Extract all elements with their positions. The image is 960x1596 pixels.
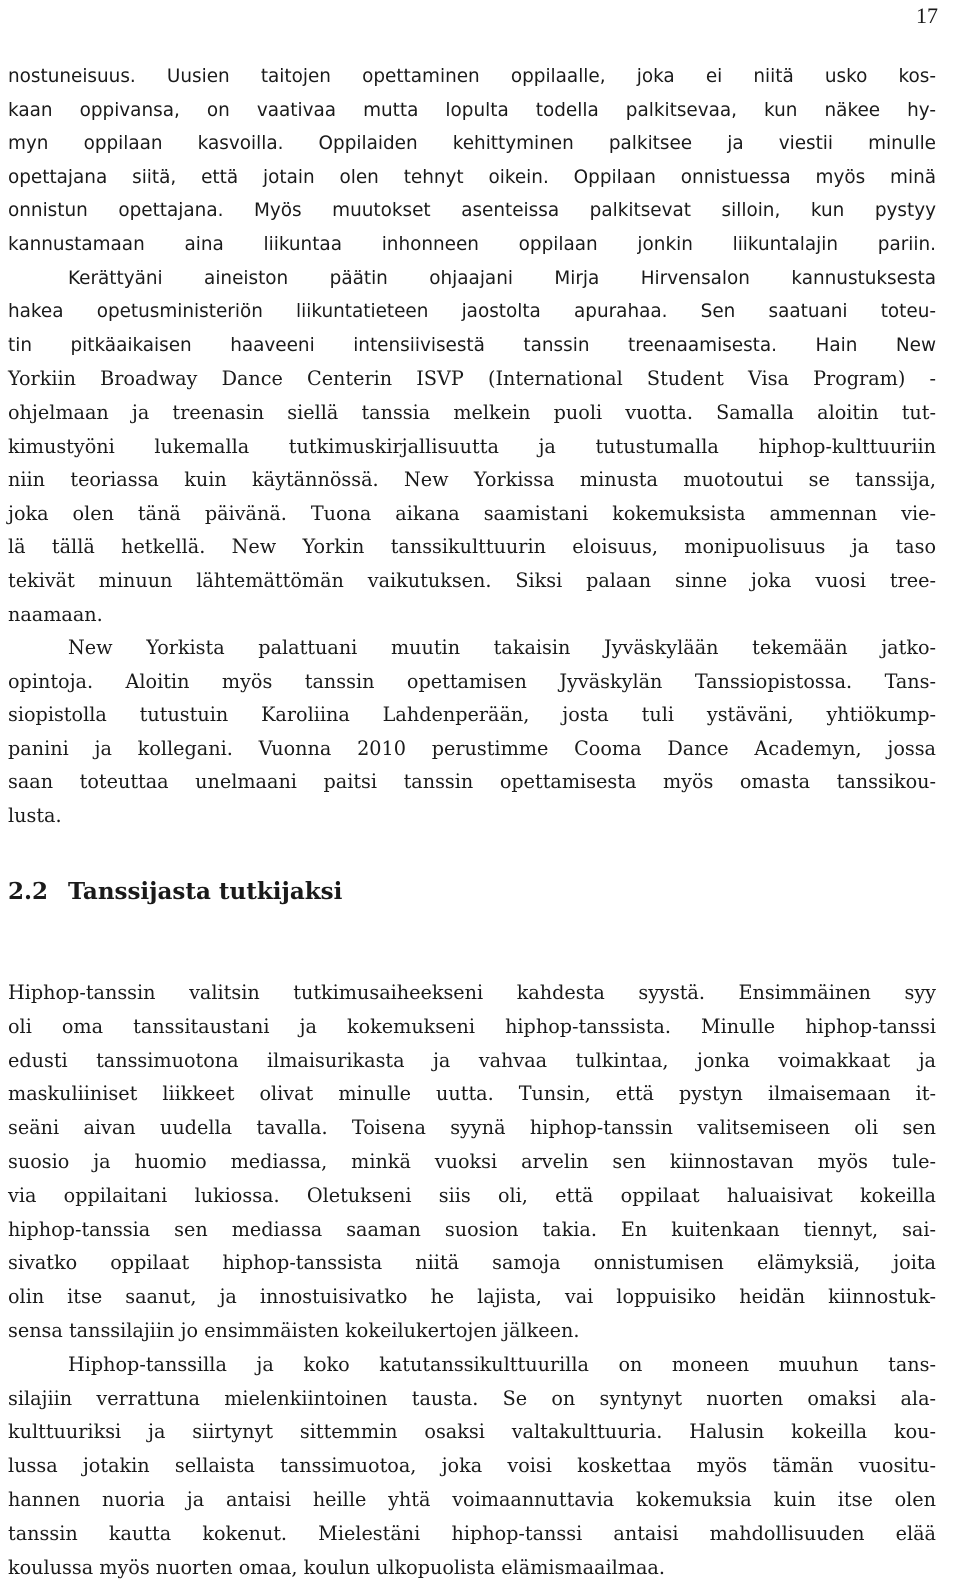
text-line: kulttuuriksi ja siirtynyt sittemmin osaksi valtakulttuuria. Halusin kokeilla kou- (8, 1420, 936, 1444)
text-line: panini ja kollegani. Vuonna 2010 perustimme Cooma Dance Academyn, jossa (8, 736, 936, 760)
text-line: kannustamaan aina liikuntaa inhonneen oppilaan jonkin liikuntalajin pariin. (8, 233, 936, 255)
text-line: tekivät minuun lähtemättömän vaikutuksen. Siksi palaan sinne joka vuosi tree- (8, 568, 936, 592)
text-line: oli oma tanssitaustani ja kokemukseni hiphop-tanssista. Minulle hiphop-tanssi (8, 1014, 936, 1038)
text-line: maskuliiniset liikkeet olivat minulle uutta. Tunsin, että pystyn ilmaisemaan it- (8, 1082, 936, 1106)
text-line: via oppilaitani lukiossa. Oletukseni siis oli, että oppilaat haluaisivat kokeilla (8, 1183, 936, 1207)
text-line: olin itse saanut, ja innostuisivatko he lajista, vai loppuisiko heidän kiinnostuk- (8, 1285, 936, 1309)
text-line: kaan oppivansa, on vaativaa mutta lopulta todella palkitsevaa, kun näkee hy- (8, 99, 936, 121)
text-line: hiphop-tanssia sen mediassa saaman suosion takia. En kuitenkaan tiennyt, sai- (8, 1217, 936, 1241)
text-line: hannen nuoria ja antaisi heille yhtä voimaannuttavia kokemuksia kuin itse olen (8, 1487, 936, 1511)
text-line: opintoja. Aloitin myös tanssin opettamisen Jyväskylän Tanssiopistossa. Tans- (8, 669, 936, 693)
body-text-bottom (8, 976, 936, 1584)
text-line: tanssin kautta kokenut. Mielestäni hiphop-tanssi antaisi mahdollisuuden elää (8, 1521, 936, 1545)
section-heading (8, 872, 342, 912)
text-line: siopistolla tutustuin Karoliina Lahdenperään, josta tuli ystäväni, yhtiökump- (8, 703, 936, 727)
text-line: seäni aivan uudella tavalla. Toisena syynä hiphop-tanssin valitsemiseen oli sen (8, 1116, 936, 1140)
text-line: niin teoriassa kuin käytännössä. New Yorkissa minusta muotoutui se tanssija, (8, 468, 936, 492)
text-line: sensa tanssilajiin jo ensimmäisten kokeilukertojen jälkeen. (8, 1318, 580, 1342)
text-line: nostuneisuus. Uusien taitojen opettaminen oppilaalle, joka ei niitä usko kos- (8, 66, 936, 87)
text-line: naamaan. (8, 602, 103, 626)
text-line: myn oppilaan kasvoilla. Oppilaiden kehittyminen palkitsee ja viestii minulle (8, 133, 936, 155)
text-line: saan toteuttaa unelmaani paitsi tanssin opettamisesta myös omasta tanssikou- (8, 770, 936, 794)
text-line: tin pitkäaikaisen haaveeni intensiivisestä tanssin treenaamisesta. Hain New (8, 334, 936, 356)
text-line: ohjelmaan ja treenasin siellä tanssia melkein puoli vuotta. Samalla aloitin tut- (8, 400, 936, 424)
text-line: Hiphop-tanssilla ja koko katutanssikulttuurilla on moneen muuhun tans- (68, 1352, 936, 1376)
text-line: onnistun opettajana. Myös muutokset asenteissa palkitsevat silloin, kun pystyy (8, 200, 936, 222)
text-line: Kerättyäni aineiston päätin ohjaajani Mirja Hirvensalon kannustuksesta (68, 267, 936, 289)
text-line: kimustyöni lukemalla tutkimuskirjallisuutta ja tutustumalla hiphop-kulttuuriin (8, 434, 936, 458)
text-line: edusti tanssimuotona ilmaisurikasta ja vahvaa tulkintaa, jonka voimakkaat ja (8, 1048, 936, 1072)
text-line: suosio ja huomio mediassa, minkä vuoksi arvelin sen kiinnostavan myös tule- (8, 1149, 936, 1173)
text-line: opettajana siitä, että jotain olen tehnyt oikein. Oppilaan onnistuessa myös minä (8, 166, 936, 188)
text-line: koulussa myös nuorten omaa, koulun ulkopuolista elämismaailmaa. (8, 1555, 665, 1579)
text-line: lussa jotakin sellaista tanssimuotoa, joka voisi koskettaa myös tämän vuositu- (8, 1454, 936, 1478)
text-line: lä tällä hetkellä. New Yorkin tanssikulttuurin eloisuus, monipuolisuus ja taso (8, 535, 936, 559)
body-text-top (8, 60, 936, 833)
page-number: 17 (916, 3, 938, 28)
text-line: hakea opetusministeriön liikuntatieteen jaostolta apurahaa. Sen saatuani toteu- (8, 301, 936, 323)
text-line: silajiin verrattuna mielenkiintoinen tausta. Se on syntynyt nuorten omaksi ala- (8, 1386, 936, 1410)
text-line: joka olen tänä päivänä. Tuona aikana saamistani kokemuksista ammennan vie- (8, 501, 936, 525)
section-title: Tanssijasta tutkijaksi (68, 878, 343, 905)
text-line: lusta. (8, 804, 62, 828)
text-line: New Yorkista palattuani muutin takaisin Jyväskylään tekemään jatko- (68, 636, 936, 660)
text-line: Hiphop-tanssin valitsin tutkimusaiheekseni kahdesta syystä. Ensimmäinen syy (8, 981, 936, 1004)
text-line: Yorkiin Broadway Dance Centerin ISVP (International Student Visa Program) - (8, 367, 936, 391)
text-line: sivatko oppilaat hiphop-tanssista niitä samoja onnistumisen elämyksiä, joita (8, 1251, 936, 1275)
section-number: 2.2 (8, 878, 49, 905)
